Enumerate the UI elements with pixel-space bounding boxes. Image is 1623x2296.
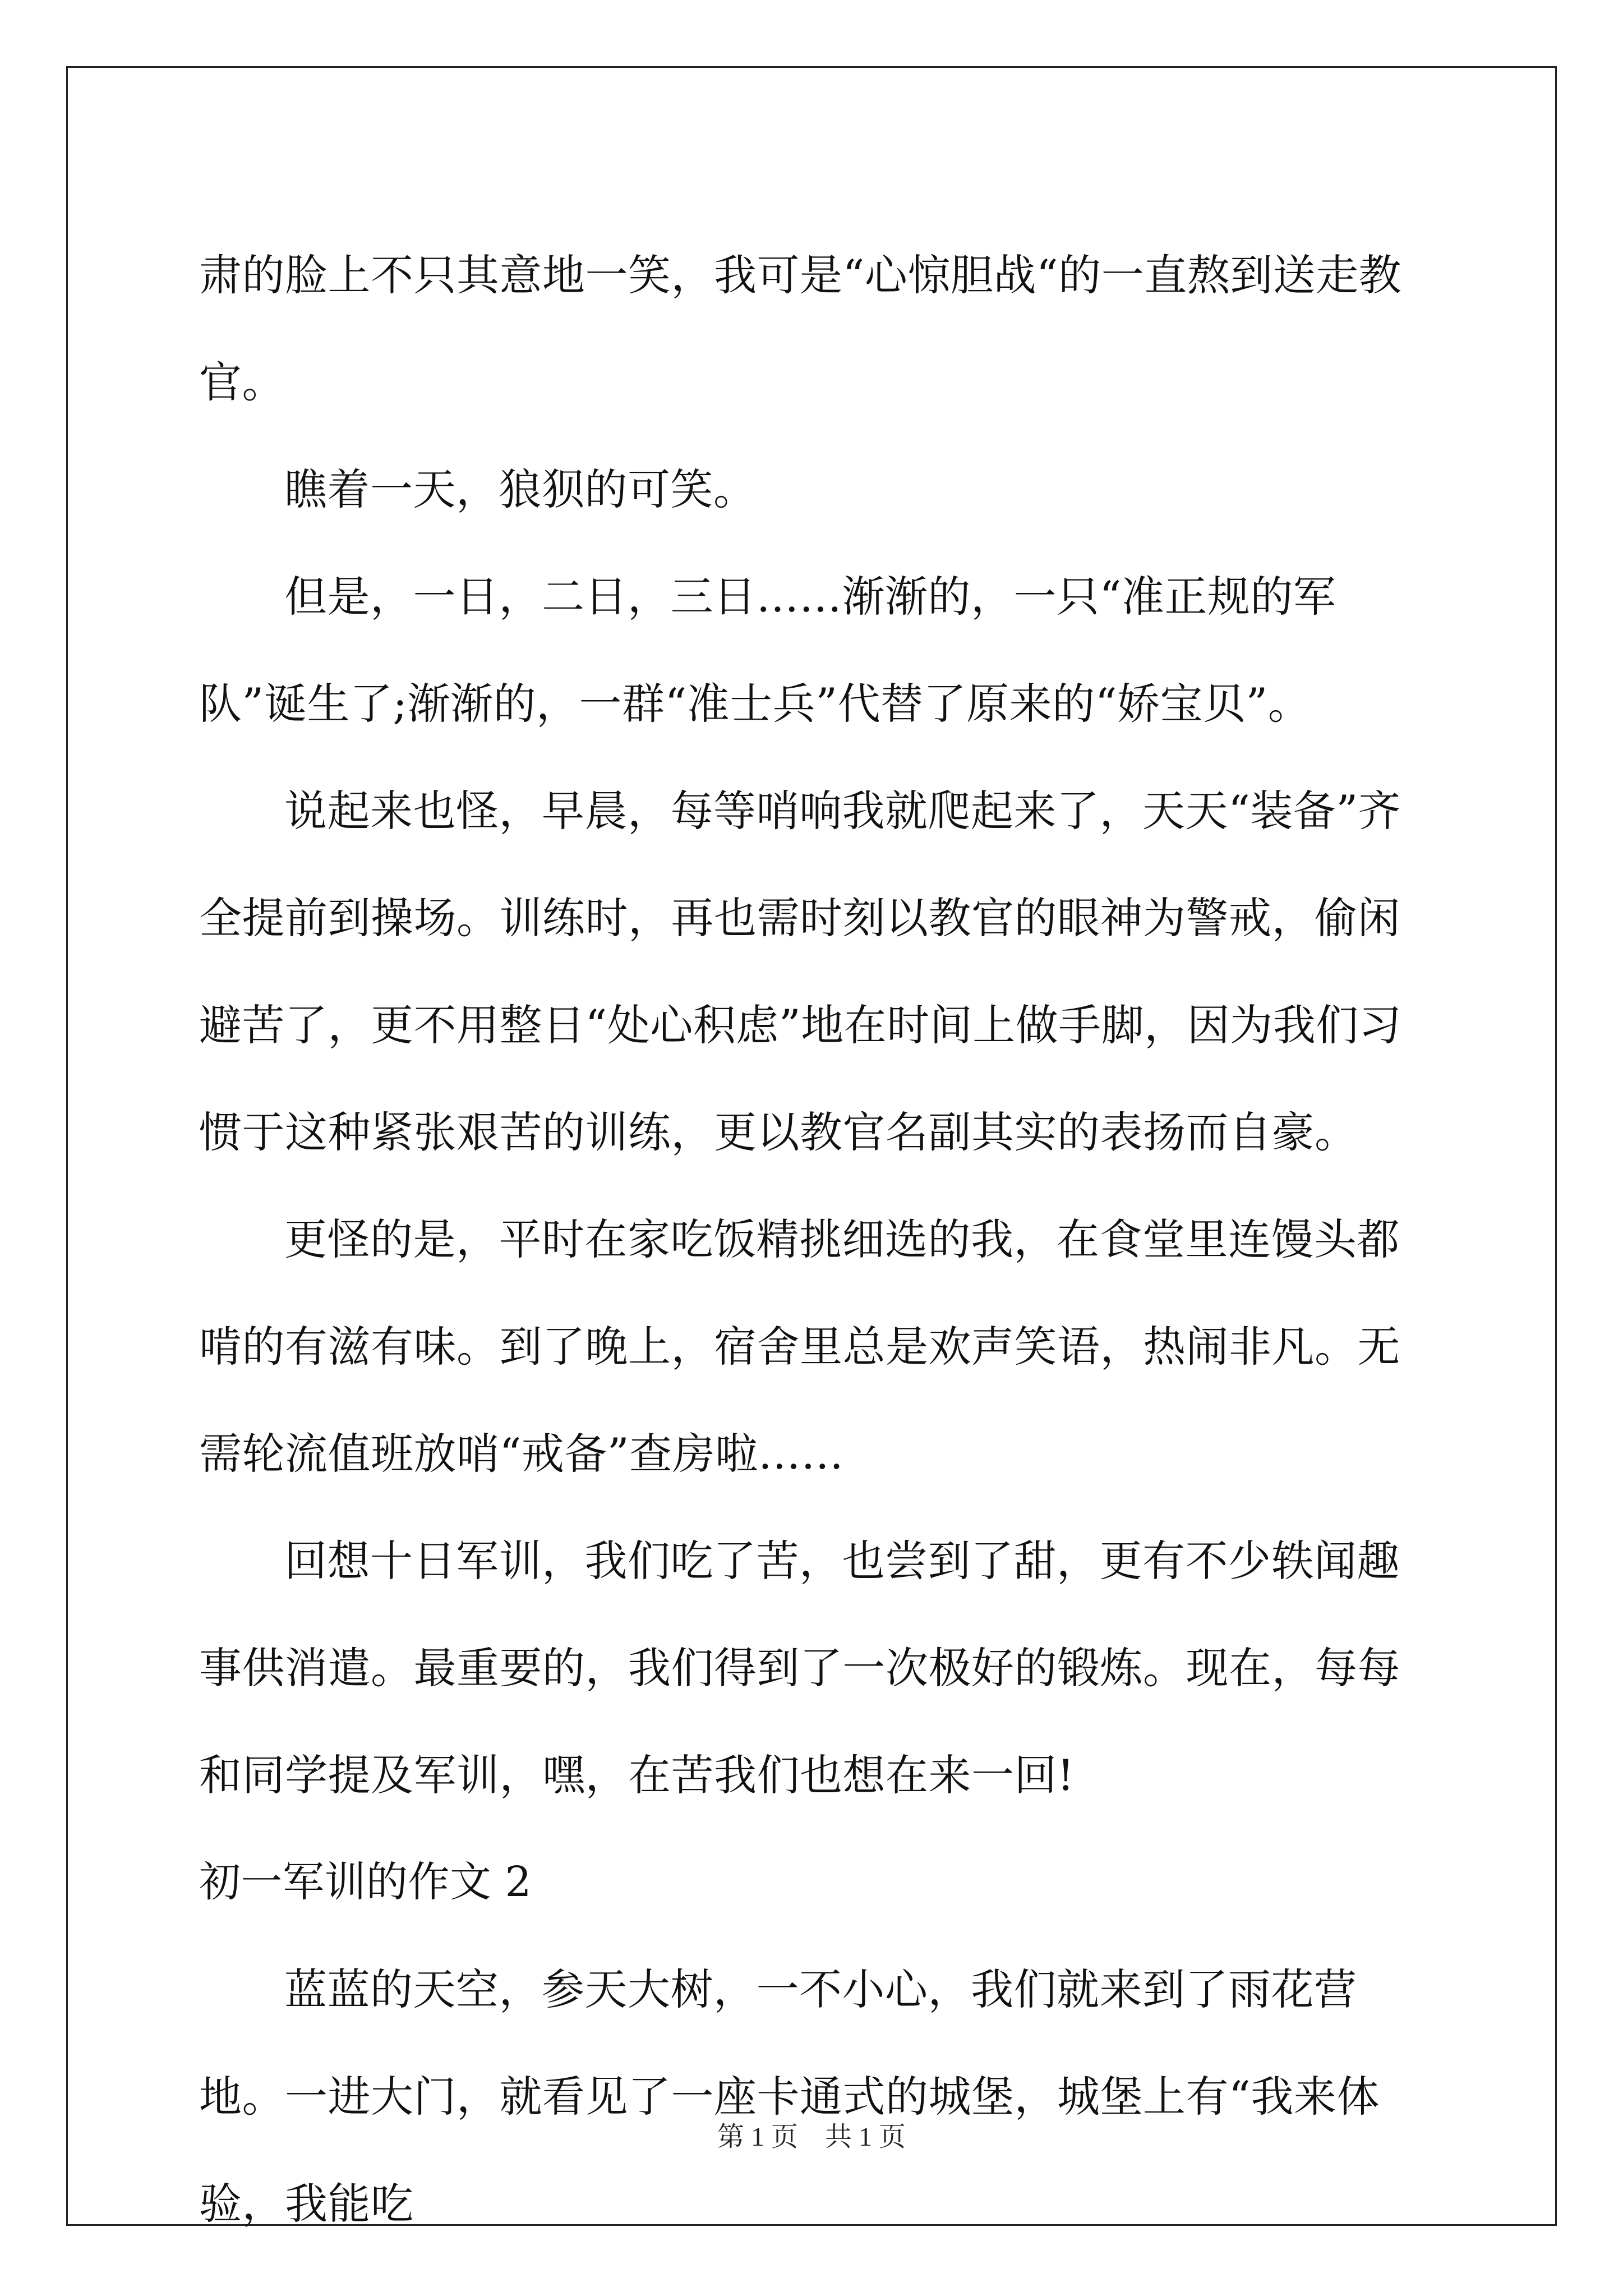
paragraph-5: 更怪的是，平时在家吃饭精挑细选的我，在食堂里连馒头都啃的有滋有味。到了晚上，宿舍里总是欢声笑语，热闹非凡。无需轮流值班放哨“戒备”查房啦…… <box>199 1214 1400 1479</box>
paragraph-3: 但是，一日，二日，三日……渐渐的，一只“准正规的军队”诞生了;渐渐的，一群“准士兵”代替了原来的“娇宝贝”。 <box>199 572 1336 729</box>
document-body <box>199 222 1433 2257</box>
paragraph-2: 瞧着一天，狼狈的可笑。 <box>284 464 757 514</box>
section-heading: 初一军训的作文 2 <box>199 1858 532 1906</box>
paragraph-6: 回想十日军训，我们吃了苦，也尝到了甜，更有不少轶闻趣事供消遣。最重要的，我们得到了一次极好的锻炼。现在，每每和同学提及军训，嘿，在苦我们也想在来一回! <box>199 1536 1400 1800</box>
paragraph-7: 蓝蓝的天空，参天大树，一不小心，我们就来到了雨花营地。一进大门，就看见了一座卡通式的城堡，城堡上有“我来体验，我能吃 <box>199 1964 1380 2229</box>
page-footer: 第 1 页 共 1 页 <box>717 2122 906 2152</box>
paragraph-4: 说起来也怪，早晨，每等哨响我就爬起来了，天天“装备”齐全提前到操场。训练时，再也需时刻以教官的眼神为警戒，偷闲避苦了，更不用整日“处心积虑”地在时间上做手脚，因为我们习惯于这种紧张艰苦的训练，更以教官名副其实的表扬而自豪。 <box>199 786 1402 1157</box>
paragraph-1: 肃的脸上不只其意地一笑，我可是“心惊胆战“的一直熬到送走教官。 <box>199 250 1402 407</box>
